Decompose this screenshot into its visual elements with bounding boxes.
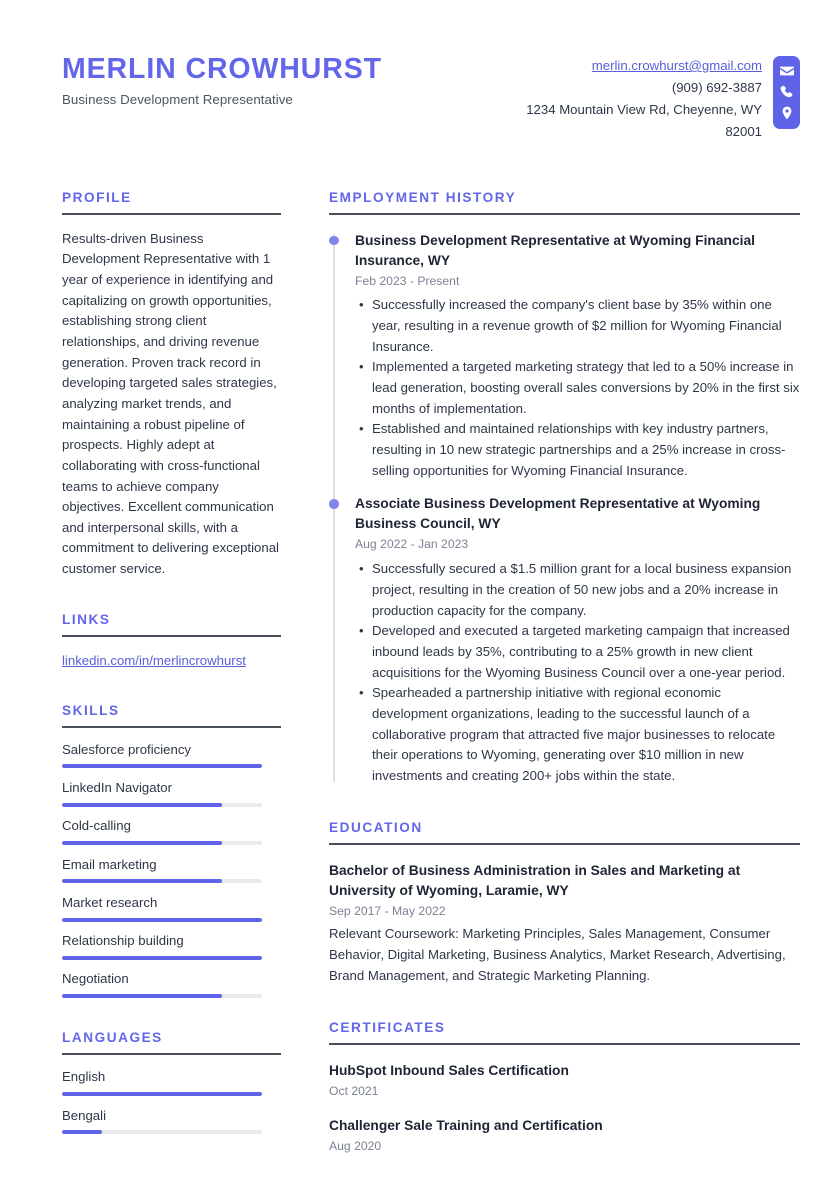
language-bar-track: [62, 1092, 262, 1096]
envelope-icon: [780, 64, 794, 78]
links-list: [62, 651, 281, 671]
employment-bullet-list: [355, 559, 800, 786]
section-heading-education: EDUCATION: [329, 820, 423, 836]
skill-label: Cold-calling: [62, 818, 131, 834]
certificate-title: HubSpot Inbound Sales Certification: [329, 1063, 569, 1079]
skill-bar-fill: [62, 764, 262, 768]
employment-entry: [355, 231, 800, 482]
education-list: [329, 861, 800, 986]
skill-row: [62, 932, 281, 960]
location-pin-icon: [780, 106, 794, 120]
sidebar-column: [62, 190, 281, 1145]
phone-icon: [780, 85, 794, 99]
skill-bar-fill: [62, 879, 222, 883]
section-links: [62, 612, 281, 671]
skill-bar-track: [62, 803, 262, 807]
skill-row: [62, 894, 281, 922]
section-heading-certificates: CERTIFICATES: [329, 1020, 446, 1036]
employment-entry: [355, 494, 800, 786]
certificate-entry: [329, 1061, 800, 1100]
header-job-title: Business Development Representative: [62, 91, 293, 107]
education-description: Relevant Coursework: Marketing Principles, Sales Management, Consumer Behavior, Digital Marketing, Business Analytics, Market Research, Advertising, Brand Management, and Strategic Marketing Planning.: [329, 926, 786, 983]
language-row: [62, 1068, 281, 1096]
employment-bullet: • Successfully increased the company's client base by 35% within one year, resulting in a revenue growth of $2 million for Wyoming Financial Insurance.: [372, 295, 800, 357]
skill-label: Email marketing: [62, 856, 157, 872]
language-label: English: [62, 1069, 106, 1085]
section-heading-links: LINKS: [62, 611, 111, 627]
section-rule: [62, 726, 281, 728]
skills-list: [62, 741, 281, 999]
skill-label: LinkedIn Navigator: [62, 779, 172, 795]
skill-label: Salesforce proficiency: [62, 741, 192, 757]
certificate-title: Challenger Sale Training and Certification: [329, 1118, 603, 1134]
skill-bar-fill: [62, 956, 262, 960]
main-column: [329, 190, 800, 1155]
employment-date: Feb 2023 - Present: [355, 273, 460, 288]
employment-bullet: • Spearheaded a partnership initiative with regional economic development organizations, leading to the successful launch of a collaborative program that attracted five major businesses to relocate their operations to Wyoming, generating over $10 million in new investments and creating 200+ jobs within the state.: [372, 683, 800, 786]
timeline-dot-icon: [329, 236, 339, 246]
link-item-linkedin[interactable]: linkedin.com/in/merlincrowhurst: [62, 652, 246, 668]
contact-details: [495, 55, 773, 143]
education-entry: [329, 861, 800, 986]
resume-header: [0, 0, 833, 143]
languages-list: [62, 1068, 281, 1134]
skill-label: Relationship building: [62, 933, 184, 949]
section-profile: [62, 190, 281, 580]
section-languages: [62, 1030, 281, 1134]
skill-row: [62, 779, 281, 807]
skill-bar-fill: [62, 994, 222, 998]
employment-bullet: • Established and maintained relationships with key industry partners, resulting in 10 new strategic partnerships and a 25% increase in cross-selling opportunities for Wyoming Financial Insurance.: [372, 419, 800, 481]
page-title: MERLIN CROWHURST: [62, 53, 382, 85]
education-date: Sep 2017 - May 2022: [329, 904, 446, 919]
skill-bar-track: [62, 764, 262, 768]
section-heading-employment: EMPLOYMENT HISTORY: [329, 189, 517, 205]
skill-label: Negotiation: [62, 971, 129, 987]
employment-timeline: [329, 231, 800, 787]
skill-row: [62, 741, 281, 769]
language-row: [62, 1107, 281, 1135]
timeline-dot-icon: [329, 499, 339, 509]
skill-row: [62, 970, 281, 998]
certificate-date: Aug 2020: [329, 1139, 382, 1154]
section-heading-profile: PROFILE: [62, 189, 132, 205]
certificate-date: Oct 2021: [329, 1084, 379, 1099]
employment-date: Aug 2022 - Jan 2023: [355, 537, 469, 552]
contact-email-line: [495, 55, 762, 77]
skill-bar-fill: [62, 918, 262, 922]
section-heading-languages: LANGUAGES: [62, 1030, 163, 1046]
employment-bullet-list: [355, 295, 800, 481]
language-bar-fill: [62, 1092, 262, 1096]
profile-text: Results-driven Business Development Representative with 1 year of experience in identifying and capitalizing on growth opportunities, establishing strong client relationships, and driving revenue generation. Proven track record in developing targeted sales strategies, analyzing market trends, and maintaining a robust pipeline of prospects. Highly adept at collaborating with cross-functional teams to achieve company objectives. Excellent communication and interpersonal skills, with a commitment to delivering exceptional customer service.: [62, 230, 279, 577]
employment-bullet: • Developed and executed a targeted marketing campaign that increased inbound leads by 35%, contributing to a 25% growth in new client acquisitions for the Wyoming Business Council over a one-year period.: [372, 621, 800, 683]
section-rule: [329, 1043, 800, 1045]
section-certificates: [329, 1020, 800, 1155]
language-bar-fill: [62, 1130, 102, 1134]
skill-row: [62, 817, 281, 845]
section-education: [329, 820, 800, 986]
certificate-entry: [329, 1116, 800, 1155]
employment-bullet: • Successfully secured a $1.5 million grant for a local business expansion project, resulting in the creation of 50 new jobs and a 20% increase in production capacity for the company.: [372, 559, 800, 621]
employment-title: Associate Business Development Representative at Wyoming Business Council, WY: [355, 496, 761, 532]
skill-bar-fill: [62, 803, 222, 807]
language-label: Bengali: [62, 1107, 106, 1123]
section-employment: [329, 190, 800, 787]
contact-email-link[interactable]: merlin.crowhurst@gmail.com: [591, 58, 762, 73]
skill-bar-track: [62, 879, 262, 883]
skill-bar-fill: [62, 841, 222, 845]
skill-bar-track: [62, 841, 262, 845]
certificates-list: [329, 1061, 800, 1155]
employment-title: Business Development Representative at Wyoming Financial Insurance, WY: [355, 232, 755, 268]
education-title: Bachelor of Business Administration in Sales and Marketing at University of Wyoming, Laramie, WY: [329, 863, 741, 899]
section-rule: [62, 635, 281, 637]
skill-bar-track: [62, 994, 262, 998]
skill-bar-track: [62, 956, 262, 960]
section-rule: [329, 213, 800, 215]
employment-bullet: • Implemented a targeted marketing strategy that led to a 50% increase in lead generation, boosting overall sales conversions by 20% in the first six months of implementation.: [372, 357, 800, 419]
section-rule: [62, 213, 281, 215]
section-heading-skills: SKILLS: [62, 702, 120, 718]
skill-row: [62, 856, 281, 884]
section-rule: [62, 1053, 281, 1055]
contact-icon-rail: [773, 56, 800, 129]
contact-phone: (909) 692-3887: [671, 79, 762, 95]
skill-bar-track: [62, 918, 262, 922]
contact-address: 1234 Mountain View Rd, Cheyenne, WY 82001: [526, 101, 762, 139]
section-skills: [62, 703, 281, 999]
language-bar-track: [62, 1130, 262, 1134]
header-identity: [62, 50, 382, 107]
header-contact: [495, 50, 800, 143]
skill-label: Market research: [62, 894, 158, 910]
resume-body: [0, 190, 833, 1155]
section-rule: [329, 843, 800, 845]
